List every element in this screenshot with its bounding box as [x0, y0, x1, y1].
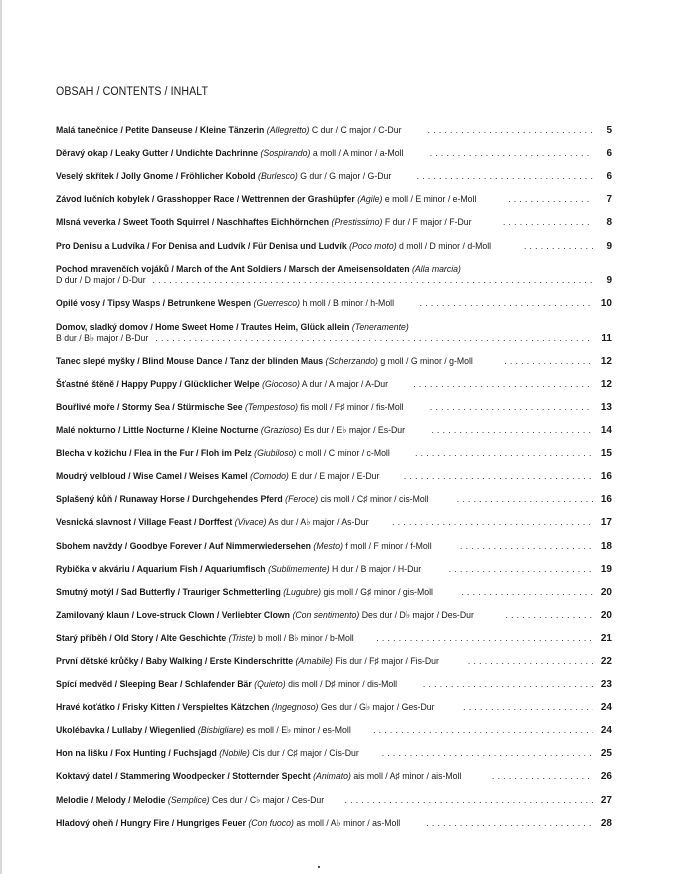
entry-key: es moll / E♭ minor / es-Moll — [243, 724, 351, 736]
entry-tempo: (Guerresco) — [253, 297, 301, 309]
dot-leader — [426, 817, 593, 828]
entry-tempo: (Animato) — [313, 770, 351, 782]
toc-entry — [56, 309, 612, 344]
entry-title: Bouřlivé moře / Stormy Sea / Stürmische See — [56, 400, 243, 412]
entry-title: Vesnická slavnost / Village Feast / Dorffest — [56, 516, 233, 528]
entry-page-number: 20 — [600, 586, 612, 598]
toc-entry — [56, 782, 612, 805]
entry-page-number: 6 — [606, 171, 612, 183]
entry-title: Hravé koťátko / Frisky Kitten / Verspieltes Kätzchen — [56, 701, 270, 713]
toc-entry — [56, 367, 612, 390]
entry-key: D dur / D major / D-Dur — [56, 274, 146, 286]
entry-page-number: 22 — [600, 655, 612, 667]
dot-leader — [504, 355, 593, 366]
entry-key: A dur / A major / A-Dur — [299, 377, 389, 389]
entry-key: E dur / E major / E-Dur — [288, 470, 380, 482]
entry-page-number: 27 — [600, 794, 612, 806]
toc-entry — [56, 228, 612, 251]
entry-page-number: 28 — [600, 817, 612, 829]
dot-leader — [431, 424, 593, 435]
entry-page-number: 17 — [600, 517, 612, 529]
entry-page-number: 14 — [600, 425, 612, 437]
entry-title: Mlsná veverka / Sweet Tooth Squirrel / Naschhaftes Eichhörnchen — [56, 216, 330, 228]
entry-page-number: 24 — [600, 725, 612, 737]
toc-entry — [56, 806, 612, 829]
entry-title: Opilé vosy / Tipsy Wasps / Betrunkene Wespen — [56, 297, 252, 309]
entry-title: Smutný motýl / Sad Butterfly / Trauriger Schmetterling — [56, 585, 281, 597]
entry-title: Rybička v akváriu / Aquarium Fish / Aquariumfisch — [56, 562, 266, 574]
entry-tempo: (Scherzando) — [325, 354, 378, 366]
toc-entry — [56, 436, 612, 459]
page-edge — [0, 0, 2, 874]
toc-entry — [56, 459, 612, 482]
dot-leader — [344, 794, 593, 805]
entry-key: h moll / B minor / h-Moll — [300, 297, 395, 309]
dot-leader — [430, 401, 593, 412]
entry-tempo: (Feroce) — [285, 493, 319, 505]
entry-key: F dur / F major / F-Dur — [382, 216, 472, 228]
entry-tempo: (Semplice) — [167, 793, 210, 805]
entry-tempo: (Sublimemente) — [268, 562, 330, 574]
entry-page-number: 21 — [600, 632, 612, 644]
entry-key: a moll / A minor / a-Moll — [310, 147, 404, 159]
entry-page-number: 18 — [600, 540, 612, 552]
dot-leader — [376, 632, 593, 643]
toc-entry — [56, 667, 612, 690]
toc-entry — [56, 205, 612, 228]
entry-title: Blecha v kožichu / Flea in the Fur / Floh im Pelz — [56, 447, 252, 459]
dot-leader — [524, 240, 593, 251]
dot-leader — [430, 147, 593, 158]
entry-key: As dur / A♭ major / As-Dur — [266, 516, 369, 528]
toc-entry — [56, 621, 612, 644]
entry-tempo: (Comodo) — [250, 470, 289, 482]
entry-page-number: 11 — [601, 332, 612, 344]
entry-key: C dur / C major / C-Dur — [309, 124, 402, 136]
dot-leader — [457, 493, 593, 504]
toc-entry — [56, 413, 612, 436]
entry-title: Koktavý datel / Stammering Woodpecker / Stotternder Specht — [56, 770, 311, 782]
entry-page-number: 13 — [600, 401, 612, 413]
entry-page-number: 9 — [606, 240, 612, 252]
entry-key: Cis dur / C♯ major / Cis-Dur — [249, 747, 359, 759]
dot-leader — [460, 540, 593, 551]
entry-tempo: (Vivace) — [234, 516, 267, 528]
toc-entry — [56, 505, 612, 528]
entry-tempo: (Allegretto) — [266, 124, 310, 136]
dot-leader — [463, 701, 593, 712]
entry-page-number: 16 — [600, 494, 612, 506]
entry-tempo: (Sospirando) — [260, 147, 311, 159]
toc-entry — [56, 575, 612, 598]
toc-entry — [56, 690, 612, 713]
toc-entry — [56, 159, 612, 182]
toc-entry — [56, 598, 612, 621]
entry-page-number: 12 — [600, 355, 612, 367]
entry-key: gis moll / G♯ minor / gis-Moll — [321, 585, 433, 597]
entry-tempo: (Con sentimento) — [292, 608, 360, 620]
entry-page-number: 12 — [600, 378, 612, 390]
entry-tempo: (Burlesco) — [258, 170, 298, 182]
entry-page-number: 23 — [600, 679, 612, 691]
entry-tempo: (Prestissimo) — [331, 216, 383, 228]
toc-entry — [56, 344, 612, 367]
dot-leader — [461, 586, 593, 597]
entry-page-number: 15 — [600, 448, 612, 460]
entry-key: b moll / B♭ minor / b-Moll — [255, 631, 354, 643]
entry-title: Melodie / Melody / Melodie — [56, 793, 166, 805]
entry-key: as moll / A♭ minor / as-Moll — [293, 816, 401, 828]
toc-entry — [56, 182, 612, 205]
entry-page-number: 19 — [600, 563, 612, 575]
entry-title: Starý příběh / Old Story / Alte Geschichte — [56, 631, 227, 643]
entry-title: Šťastné štěně / Happy Puppy / Glücklicher Welpe — [56, 377, 260, 389]
dot-leader — [449, 563, 593, 574]
dot-leader — [492, 770, 593, 781]
entry-title: Malé nokturno / Little Nocturne / Kleine Nocturne — [56, 424, 259, 436]
entry-page-number: 26 — [600, 771, 612, 783]
entry-title: Ukolébavka / Lullaby / Wiegenlied — [56, 724, 196, 736]
toc-entry — [56, 286, 612, 309]
entry-tempo: (Quieto) — [254, 678, 286, 690]
entry-tempo: (Alla marcia) — [411, 263, 461, 275]
entry-key: Des dur / D♭ major / Des-Dur — [359, 608, 474, 620]
entry-title: První dětské krůčky / Baby Walking / Erste Kinderschritte — [56, 654, 294, 666]
page-title: OBSAH / CONTENTS / INHALT — [56, 86, 209, 98]
dot-leader — [508, 193, 593, 204]
page-mark — [318, 866, 320, 868]
entry-key: fis moll / F♯ minor / fis-Moll — [297, 400, 404, 412]
entry-page-number: 8 — [606, 217, 612, 229]
entry-title: Hon na lišku / Fox Hunting / Fuchsjagd — [56, 747, 217, 759]
toc-entry — [56, 552, 612, 575]
entry-key: Fis dur / F♯ major / Fis-Dur — [332, 654, 439, 666]
entry-title: Pro Denisu a Ludvíka / For Denisa and Ludvík / Für Denisa und Ludvík — [56, 239, 347, 251]
entry-page-number: 5 — [606, 125, 612, 137]
toc-entry — [56, 759, 612, 782]
entry-key: Ges dur / G♭ major / Ges-Dur — [318, 701, 435, 713]
entry-tempo: (Mesto) — [313, 539, 343, 551]
toc-entry — [56, 713, 612, 736]
dot-leader — [468, 655, 593, 666]
entry-key: ais moll / A♯ minor / ais-Moll — [350, 770, 462, 782]
entry-title: Malá tanečnice / Petite Danseuse / Kleine Tänzerin — [56, 124, 265, 136]
entry-key: d moll / D minor / d-Moll — [396, 239, 492, 251]
entry-tempo: (Agile) — [357, 193, 383, 205]
dot-leader — [404, 470, 593, 481]
entry-title: Zamilovaný klaun / Love-struck Clown / Verliebter Clown — [56, 608, 291, 620]
entry-page-number: 7 — [606, 194, 612, 206]
entry-title: Děravý okap / Leaky Gutter / Undichte Dachrinne — [56, 147, 259, 159]
entry-key: f moll / F minor / f-Moll — [342, 539, 432, 551]
dot-leader — [503, 216, 593, 227]
entry-tempo: (Teneramente) — [351, 320, 409, 332]
dot-leader — [155, 332, 593, 343]
entry-title: Sbohem navždy / Goodbye Forever / Auf Nimmerwiedersehen — [56, 539, 312, 551]
dot-leader — [505, 609, 593, 620]
entry-key: B dur / B♭ major / B-Dur — [56, 331, 149, 343]
toc-entry — [56, 482, 612, 505]
dot-leader — [373, 724, 593, 735]
entry-key: dis moll / D♯ minor / dis-Moll — [285, 678, 398, 690]
toc-entry — [56, 390, 612, 413]
toc-entry — [56, 736, 612, 759]
entry-page-number: 16 — [600, 471, 612, 483]
entry-title: Veselý skřítek / Jolly Gnome / Fröhlicher Kobold — [56, 170, 256, 182]
dot-leader — [392, 516, 593, 527]
entry-tempo: (Nobile) — [219, 747, 250, 759]
entry-key: cis moll / C♯ minor / cis-Moll — [318, 493, 429, 505]
dot-leader — [413, 378, 593, 389]
entry-page-number: 24 — [600, 702, 612, 714]
entry-tempo: (Lugubre) — [283, 585, 322, 597]
entry-page-number: 6 — [606, 148, 612, 160]
toc-entry — [56, 644, 612, 667]
entry-page-number: 9 — [606, 275, 612, 287]
entry-tempo: (Amabile) — [295, 654, 333, 666]
dot-leader — [382, 747, 593, 758]
entry-title: Tanec slepé myšky / Blind Mouse Dance / Tanz der blinden Maus — [56, 354, 324, 366]
entry-title: Hladový oheň / Hungry Fire / Hungriges Feuer — [56, 816, 246, 828]
entry-title: Moudrý velbloud / Wise Camel / Weises Kamel — [56, 470, 248, 482]
entry-title: Domov, sladký domov / Home Sweet Home / Trautes Heim, Glück allein — [56, 320, 350, 332]
entry-title: Splašený kůň / Runaway Horse / Durchgehendes Pferd — [56, 493, 283, 505]
entry-page-number: 20 — [600, 609, 612, 621]
entry-key: H dur / B major / H-Dur — [329, 562, 422, 574]
entry-key: c moll / C minor / c-Moll — [296, 447, 390, 459]
entry-title: Spící medvěd / Sleeping Bear / Schlafender Bär — [56, 678, 252, 690]
dot-leader — [420, 297, 594, 308]
dot-leader — [417, 170, 593, 181]
toc-entry — [56, 136, 612, 159]
entry-page-number: 25 — [600, 748, 612, 760]
entry-key: G dur / G major / G-Dur — [297, 170, 392, 182]
entry-tempo: (Giocoso) — [262, 377, 300, 389]
dot-leader — [428, 124, 594, 135]
entry-key: Es dur / E♭ major / Es-Dur — [301, 424, 406, 436]
entry-title: Pochod mravenčích vojáků / March of the Ant Soldiers / Marsch der Ameisensoldaten — [56, 263, 410, 275]
toc-entry — [56, 528, 612, 551]
entry-key: e moll / E minor / e-Moll — [382, 193, 477, 205]
entry-key: g moll / G minor / g-Moll — [377, 354, 473, 366]
table-of-contents — [56, 113, 612, 829]
dot-leader — [423, 678, 593, 689]
entry-tempo: (Triste) — [228, 631, 256, 643]
entry-tempo: (Poco moto) — [349, 239, 397, 251]
entry-tempo: (Bisbigliare) — [197, 724, 244, 736]
dot-leader — [152, 274, 593, 285]
entry-page-number: 10 — [600, 298, 612, 310]
entry-title: Závod lučních kobylek / Grasshopper Race / Wettrennen der Grashüpfer — [56, 193, 355, 205]
entry-tempo: (Ingegnoso) — [271, 701, 319, 713]
entry-key: Ces dur / C♭ major / Ces-Dur — [209, 793, 325, 805]
entry-tempo: (Con fuoco) — [248, 816, 294, 828]
toc-entry — [56, 252, 612, 287]
entry-tempo: (Grazioso) — [260, 424, 302, 436]
entry-tempo: (Tempestoso) — [244, 400, 298, 412]
dot-leader — [415, 447, 593, 458]
entry-tempo: (Giubiloso) — [254, 447, 297, 459]
toc-entry — [56, 113, 612, 136]
